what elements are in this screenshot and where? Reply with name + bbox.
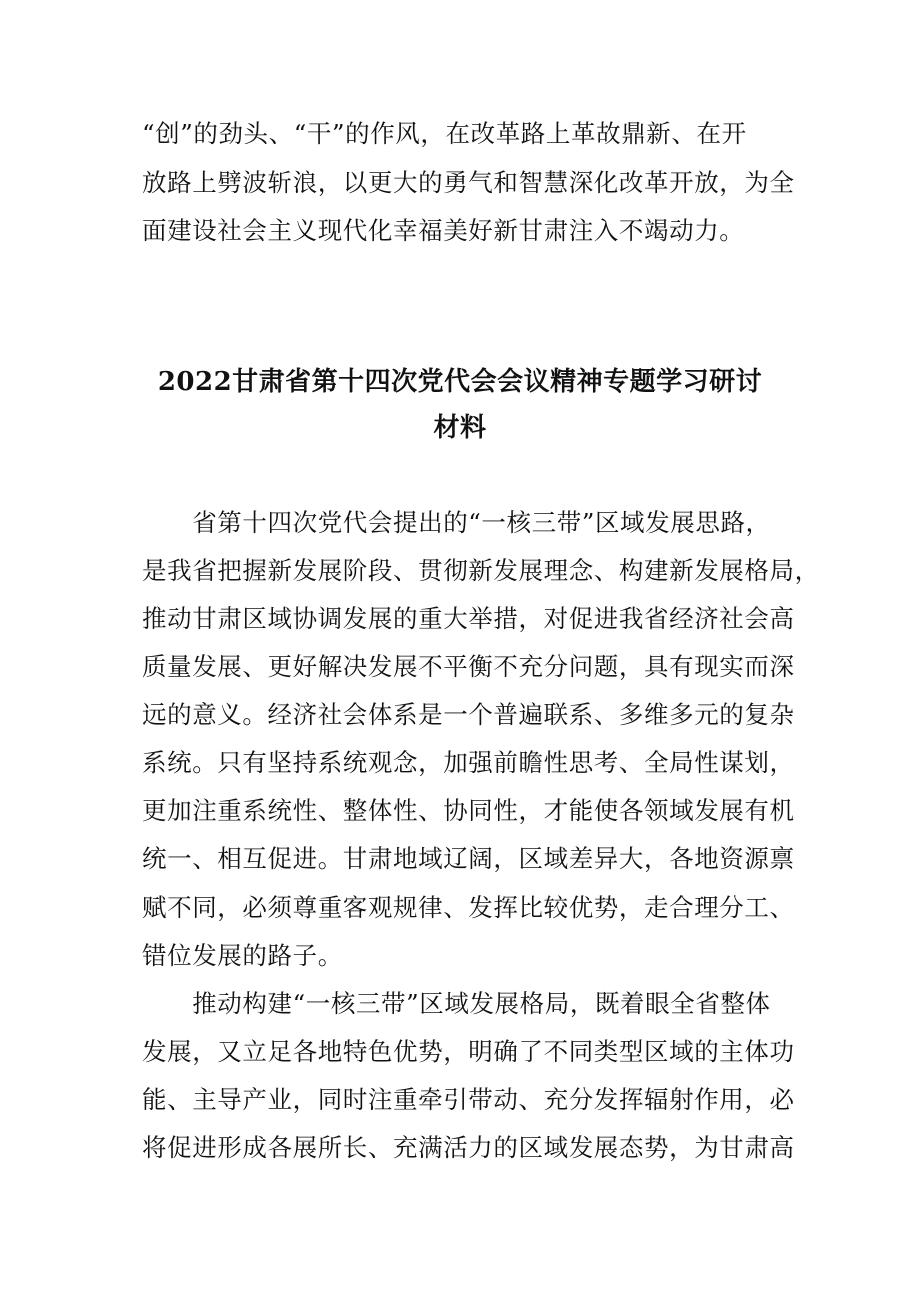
intro-line: 放路上劈波斩浪，以更大的勇气和智慧深化改革开放，为全 <box>142 168 795 197</box>
intro-line: 面建设社会主义现代化幸福美好新甘肃注入不竭动力。 <box>142 216 745 245</box>
paragraph-line: 质量发展、更好解决发展不平衡不充分问题，具有现实而深 <box>142 652 795 681</box>
paragraph-line: 能、主导产业，同时注重牵引带动、充分发挥辐射作用，必 <box>142 1085 795 1114</box>
paragraph-line: 发展，又立足各地特色优势，明确了不同类型区域的主体功 <box>142 1037 795 1066</box>
paragraph-line: 错位发展的路子。 <box>142 941 343 970</box>
paragraph-line: 远的意义。经济社会体系是一个普遍联系、多维多元的复杂 <box>142 700 795 729</box>
paragraph-line: 推动构建“一核三带”区域发展格局，既着眼全省整体 <box>142 989 771 1018</box>
paragraph-line: 推动甘肃区域协调发展的重大举措，对促进我省经济社会高 <box>142 604 795 633</box>
document-title: 2022甘肃省第十四次党代会会议精神专题学习研讨 <box>157 367 763 397</box>
paragraph-line: 更加注重系统性、整体性、协同性，才能使各领域发展有机 <box>142 796 795 825</box>
paragraph-line: 统一、相互促进。甘肃地域辽阔，区域差异大，各地资源禀 <box>142 844 795 873</box>
paragraph-line: 将促进形成各展所长、充满活力的区域发展态势，为甘肃高 <box>142 1133 795 1162</box>
paragraph-line: 系统。只有坚持系统观念，加强前瞻性思考、全局性谋划， <box>142 748 795 777</box>
paragraph-line: 是我省把握新发展阶段、贯彻新发展理念、构建新发展格局， <box>142 556 820 585</box>
document-title-continuation: 材料 <box>433 413 487 443</box>
paragraph-line: 赋不同，必须尊重客观规律、发挥比较优势，走合理分工、 <box>142 893 795 922</box>
intro-line: “创”的劲头、“干”的作风，在改革路上革故鼎新、在开 <box>142 119 747 148</box>
paragraph-line: 省第十四次党代会提出的“一核三带”区域发展思路， <box>142 508 771 537</box>
